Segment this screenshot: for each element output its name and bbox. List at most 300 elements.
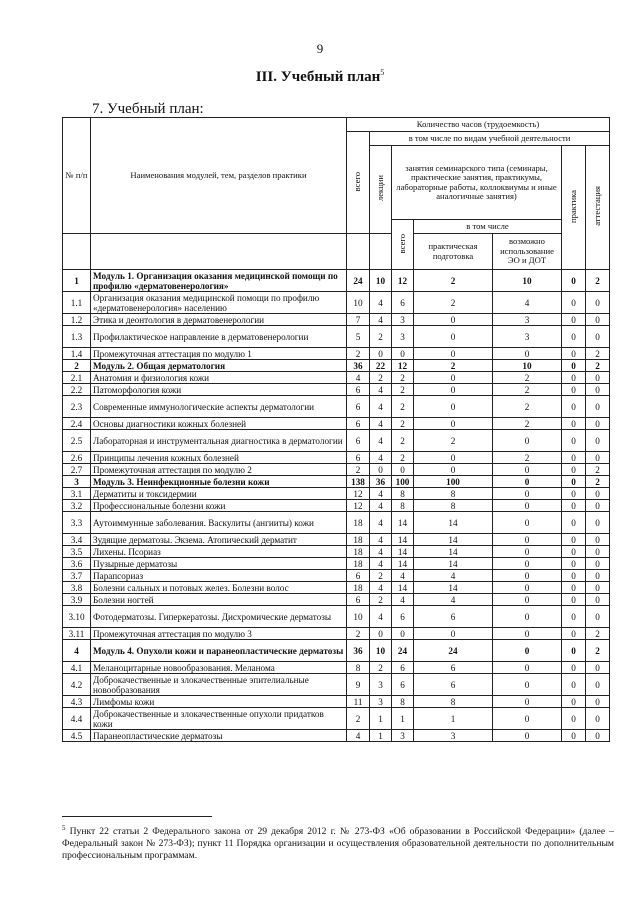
cell-practice: 0 bbox=[562, 696, 586, 708]
cell-lectures: 2 bbox=[370, 326, 392, 348]
cell-lectures: 3 bbox=[370, 674, 392, 696]
cell-seminars: 2 bbox=[392, 430, 414, 452]
table-row bbox=[63, 594, 610, 606]
section-title bbox=[0, 68, 640, 86]
cell-practice: 0 bbox=[562, 558, 586, 570]
header-blank-4 bbox=[370, 234, 392, 270]
cell-eo-dot: 2 bbox=[493, 372, 562, 384]
table-row bbox=[63, 452, 610, 464]
cell-lectures: 36 bbox=[370, 476, 392, 488]
cell-num: 2 bbox=[63, 360, 91, 372]
cell-total: 24 bbox=[347, 270, 370, 292]
footnote-mark: 5 bbox=[62, 824, 66, 832]
cell-name: Модуль 2. Общая дерматология bbox=[91, 360, 347, 372]
cell-lectures: 0 bbox=[370, 464, 392, 476]
cell-lectures: 1 bbox=[370, 730, 392, 742]
cell-name: Принципы лечения кожных болезней bbox=[91, 452, 347, 464]
cell-lectures: 4 bbox=[370, 430, 392, 452]
table-row bbox=[63, 396, 610, 418]
cell-practical-prep: 0 bbox=[414, 452, 493, 464]
table-row bbox=[63, 558, 610, 570]
table-row bbox=[63, 430, 610, 452]
cell-practice: 0 bbox=[562, 570, 586, 582]
cell-practical-prep: 4 bbox=[414, 594, 493, 606]
cell-attestation: 0 bbox=[586, 594, 610, 606]
cell-attestation: 0 bbox=[586, 674, 610, 696]
cell-practice: 0 bbox=[562, 292, 586, 314]
cell-num: 1.3 bbox=[63, 326, 91, 348]
cell-practice: 0 bbox=[562, 372, 586, 384]
cell-seminars: 4 bbox=[392, 594, 414, 606]
cell-seminars: 2 bbox=[392, 396, 414, 418]
cell-name: Доброкачественные и злокачественные эпителиальные новообразования bbox=[91, 674, 347, 696]
cell-attestation: 0 bbox=[586, 534, 610, 546]
cell-eo-dot: 0 bbox=[493, 570, 562, 582]
cell-attestation: 2 bbox=[586, 476, 610, 488]
cell-total: 9 bbox=[347, 674, 370, 696]
cell-lectures: 4 bbox=[370, 452, 392, 464]
cell-practical-prep: 8 bbox=[414, 696, 493, 708]
cell-eo-dot: 0 bbox=[493, 594, 562, 606]
cell-total: 6 bbox=[347, 594, 370, 606]
cell-practical-prep: 6 bbox=[414, 606, 493, 628]
cell-attestation: 0 bbox=[586, 730, 610, 742]
cell-seminars: 8 bbox=[392, 500, 414, 512]
cell-practical-prep: 2 bbox=[414, 270, 493, 292]
cell-attestation: 0 bbox=[586, 372, 610, 384]
cell-practice: 0 bbox=[562, 384, 586, 396]
cell-attestation: 0 bbox=[586, 662, 610, 674]
cell-lectures: 4 bbox=[370, 512, 392, 534]
cell-num: 3.10 bbox=[63, 606, 91, 628]
cell-lectures: 0 bbox=[370, 348, 392, 360]
cell-seminars: 6 bbox=[392, 606, 414, 628]
cell-name: Лихены. Псориаз bbox=[91, 546, 347, 558]
cell-lectures: 4 bbox=[370, 314, 392, 326]
cell-num: 3 bbox=[63, 476, 91, 488]
cell-total: 12 bbox=[347, 500, 370, 512]
cell-total: 36 bbox=[347, 360, 370, 372]
cell-practical-prep: 0 bbox=[414, 314, 493, 326]
header-sem-total-label: всего bbox=[396, 233, 407, 253]
cell-name: Патоморфология кожи bbox=[91, 384, 347, 396]
cell-num: 4.5 bbox=[63, 730, 91, 742]
cell-eo-dot: 4 bbox=[493, 292, 562, 314]
cell-lectures: 4 bbox=[370, 558, 392, 570]
header-practice bbox=[562, 146, 586, 270]
cell-attestation: 2 bbox=[586, 360, 610, 372]
header-num: № п/п bbox=[63, 118, 91, 234]
cell-lectures: 4 bbox=[370, 418, 392, 430]
header-blank-3 bbox=[347, 234, 370, 270]
cell-num: 4 bbox=[63, 640, 91, 662]
cell-num: 2.1 bbox=[63, 372, 91, 384]
cell-total: 6 bbox=[347, 430, 370, 452]
cell-name: Лимфомы кожи bbox=[91, 696, 347, 708]
cell-practice: 0 bbox=[562, 314, 586, 326]
cell-eo-dot: 0 bbox=[493, 662, 562, 674]
cell-practice: 0 bbox=[562, 534, 586, 546]
cell-seminars: 4 bbox=[392, 570, 414, 582]
cell-total: 18 bbox=[347, 512, 370, 534]
cell-attestation: 0 bbox=[586, 558, 610, 570]
cell-attestation: 0 bbox=[586, 546, 610, 558]
header-blank-2 bbox=[91, 234, 347, 270]
cell-attestation: 0 bbox=[586, 606, 610, 628]
cell-eo-dot: 0 bbox=[493, 476, 562, 488]
cell-attestation: 0 bbox=[586, 418, 610, 430]
cell-attestation: 0 bbox=[586, 488, 610, 500]
cell-eo-dot: 2 bbox=[493, 396, 562, 418]
cell-num: 3.9 bbox=[63, 594, 91, 606]
cell-lectures: 4 bbox=[370, 534, 392, 546]
cell-seminars: 2 bbox=[392, 452, 414, 464]
cell-eo-dot: 0 bbox=[493, 534, 562, 546]
curriculum-table bbox=[62, 117, 610, 742]
cell-total: 12 bbox=[347, 488, 370, 500]
header-seminars: занятия семинарского типа (семинары, практические занятия, практикумы, лабораторные работы, коллоквиумы и иные аналогичные занятия) bbox=[392, 146, 562, 220]
cell-seminars: 0 bbox=[392, 348, 414, 360]
cell-attestation: 0 bbox=[586, 326, 610, 348]
module-row bbox=[63, 640, 610, 662]
cell-num: 1.4 bbox=[63, 348, 91, 360]
table-row bbox=[63, 708, 610, 730]
cell-total: 11 bbox=[347, 696, 370, 708]
cell-attestation: 0 bbox=[586, 708, 610, 730]
cell-num: 3.1 bbox=[63, 488, 91, 500]
cell-practice: 0 bbox=[562, 360, 586, 372]
cell-practice: 0 bbox=[562, 606, 586, 628]
cell-eo-dot: 3 bbox=[493, 326, 562, 348]
cell-seminars: 0 bbox=[392, 464, 414, 476]
cell-eo-dot: 0 bbox=[493, 674, 562, 696]
cell-lectures: 4 bbox=[370, 488, 392, 500]
cell-practice: 0 bbox=[562, 674, 586, 696]
header-lectures-label: лекции bbox=[374, 175, 385, 202]
table-row bbox=[63, 512, 610, 534]
header-practical-prep: практическая подготовка bbox=[414, 234, 493, 270]
section-title-text: III. Учебный план bbox=[255, 69, 381, 85]
cell-eo-dot: 0 bbox=[493, 512, 562, 534]
cell-eo-dot: 10 bbox=[493, 360, 562, 372]
cell-num: 3.5 bbox=[63, 546, 91, 558]
cell-attestation: 0 bbox=[586, 384, 610, 396]
cell-practical-prep: 24 bbox=[414, 640, 493, 662]
header-name: Наименования модулей, тем, разделов практики bbox=[91, 118, 347, 234]
cell-attestation: 0 bbox=[586, 430, 610, 452]
cell-practice: 0 bbox=[562, 546, 586, 558]
cell-num: 3.7 bbox=[63, 570, 91, 582]
cell-lectures: 4 bbox=[370, 292, 392, 314]
cell-lectures: 4 bbox=[370, 582, 392, 594]
cell-eo-dot: 0 bbox=[493, 696, 562, 708]
cell-seminars: 14 bbox=[392, 558, 414, 570]
cell-seminars: 2 bbox=[392, 372, 414, 384]
cell-seminars: 3 bbox=[392, 730, 414, 742]
cell-seminars: 2 bbox=[392, 418, 414, 430]
cell-practice: 0 bbox=[562, 476, 586, 488]
cell-num: 4.1 bbox=[63, 662, 91, 674]
table-row bbox=[63, 534, 610, 546]
cell-practice: 0 bbox=[562, 464, 586, 476]
cell-name: Дерматиты и токсидермии bbox=[91, 488, 347, 500]
cell-practice: 0 bbox=[562, 628, 586, 640]
table-row bbox=[63, 314, 610, 326]
cell-practical-prep: 3 bbox=[414, 730, 493, 742]
cell-name: Меланоцитарные новообразования. Меланома bbox=[91, 662, 347, 674]
cell-practice: 0 bbox=[562, 582, 586, 594]
cell-practice: 0 bbox=[562, 708, 586, 730]
cell-name: Аутоиммунные заболевания. Васкулиты (ангииты) кожи bbox=[91, 512, 347, 534]
cell-lectures: 2 bbox=[370, 662, 392, 674]
cell-attestation: 2 bbox=[586, 348, 610, 360]
footnote-ref: 5 bbox=[380, 68, 385, 77]
cell-seminars: 3 bbox=[392, 326, 414, 348]
cell-total: 18 bbox=[347, 558, 370, 570]
curriculum-table-body bbox=[63, 270, 610, 742]
cell-attestation: 0 bbox=[586, 452, 610, 464]
cell-practical-prep: 1 bbox=[414, 708, 493, 730]
cell-seminars: 24 bbox=[392, 640, 414, 662]
table-row bbox=[63, 570, 610, 582]
table-row bbox=[63, 730, 610, 742]
cell-lectures: 3 bbox=[370, 696, 392, 708]
cell-lectures: 4 bbox=[370, 396, 392, 418]
table-row bbox=[63, 292, 610, 314]
cell-seminars: 8 bbox=[392, 488, 414, 500]
cell-name: Модуль 1. Организация оказания медицинской помощи по профилю «дерматовенерология» bbox=[91, 270, 347, 292]
cell-practice: 0 bbox=[562, 270, 586, 292]
cell-lectures: 0 bbox=[370, 628, 392, 640]
cell-seminars: 0 bbox=[392, 628, 414, 640]
cell-name: Промежуточная аттестация по модулю 2 bbox=[91, 464, 347, 476]
cell-name: Профилактическое направление в дерматовенерологии bbox=[91, 326, 347, 348]
cell-total: 6 bbox=[347, 452, 370, 464]
cell-name: Промежуточная аттестация по модулю 1 bbox=[91, 348, 347, 360]
cell-lectures: 4 bbox=[370, 384, 392, 396]
cell-seminars: 6 bbox=[392, 674, 414, 696]
cell-attestation: 0 bbox=[586, 582, 610, 594]
cell-seminars: 6 bbox=[392, 292, 414, 314]
cell-practical-prep: 0 bbox=[414, 396, 493, 418]
header-attestation-label: аттестация bbox=[591, 186, 602, 227]
cell-total: 10 bbox=[347, 606, 370, 628]
table-row bbox=[63, 662, 610, 674]
cell-total: 4 bbox=[347, 730, 370, 742]
cell-practical-prep: 2 bbox=[414, 292, 493, 314]
cell-seminars: 8 bbox=[392, 696, 414, 708]
cell-total: 18 bbox=[347, 546, 370, 558]
table-row bbox=[63, 348, 610, 360]
cell-eo-dot: 0 bbox=[493, 730, 562, 742]
header-lectures bbox=[370, 146, 392, 234]
cell-eo-dot: 2 bbox=[493, 384, 562, 396]
module-row bbox=[63, 476, 610, 488]
cell-name: Доброкачественные и злокачественные опухоли придатков кожи bbox=[91, 708, 347, 730]
cell-eo-dot: 0 bbox=[493, 430, 562, 452]
cell-practical-prep: 0 bbox=[414, 464, 493, 476]
cell-practical-prep: 14 bbox=[414, 582, 493, 594]
cell-lectures: 4 bbox=[370, 500, 392, 512]
cell-lectures: 1 bbox=[370, 708, 392, 730]
cell-practical-prep: 14 bbox=[414, 512, 493, 534]
cell-practical-prep: 2 bbox=[414, 430, 493, 452]
cell-total: 2 bbox=[347, 348, 370, 360]
cell-name: Организация оказания медицинской помощи по профилю «дерматовенерология» населению bbox=[91, 292, 347, 314]
table-row bbox=[63, 326, 610, 348]
cell-lectures: 10 bbox=[370, 270, 392, 292]
cell-num: 3.2 bbox=[63, 500, 91, 512]
cell-total: 6 bbox=[347, 384, 370, 396]
cell-attestation: 0 bbox=[586, 314, 610, 326]
table-row bbox=[63, 546, 610, 558]
cell-practice: 0 bbox=[562, 662, 586, 674]
cell-eo-dot: 10 bbox=[493, 270, 562, 292]
cell-attestation: 2 bbox=[586, 464, 610, 476]
cell-eo-dot: 0 bbox=[493, 628, 562, 640]
cell-name: Модуль 4. Опухоли кожи и паранеопластические дерматозы bbox=[91, 640, 347, 662]
table-row bbox=[63, 696, 610, 708]
cell-eo-dot: 0 bbox=[493, 558, 562, 570]
header-practice-label: практика bbox=[567, 189, 578, 223]
cell-seminars: 100 bbox=[392, 476, 414, 488]
cell-lectures: 4 bbox=[370, 606, 392, 628]
cell-eo-dot: 0 bbox=[493, 488, 562, 500]
cell-eo-dot: 0 bbox=[493, 708, 562, 730]
cell-practical-prep: 2 bbox=[414, 360, 493, 372]
header-hours-total: Количество часов (трудоемкость) bbox=[347, 118, 610, 132]
cell-name: Лабораторная и инструментальная диагностика в дерматологии bbox=[91, 430, 347, 452]
cell-practical-prep: 0 bbox=[414, 326, 493, 348]
cell-total: 6 bbox=[347, 418, 370, 430]
header-total bbox=[347, 132, 370, 234]
footnote-text: Пункт 22 статьи 2 Федерального закона от 29 декабря 2012 г. № 273-ФЗ «Об образовании в Российской Федерации» (далее – Федеральный закон № 273-ФЗ); пункт 11 Порядка организации и осуществления образовательной деятельности по дополнительным профессиональным программам. bbox=[62, 826, 614, 862]
cell-practice: 0 bbox=[562, 396, 586, 418]
cell-total: 18 bbox=[347, 582, 370, 594]
cell-practical-prep: 0 bbox=[414, 418, 493, 430]
footnote bbox=[62, 822, 614, 862]
cell-seminars: 12 bbox=[392, 270, 414, 292]
cell-attestation: 0 bbox=[586, 512, 610, 534]
cell-num: 2.5 bbox=[63, 430, 91, 452]
cell-num: 2.4 bbox=[63, 418, 91, 430]
cell-total: 6 bbox=[347, 570, 370, 582]
cell-seminars: 14 bbox=[392, 582, 414, 594]
cell-name: Болезни ногтей bbox=[91, 594, 347, 606]
cell-lectures: 22 bbox=[370, 360, 392, 372]
cell-lectures: 4 bbox=[370, 546, 392, 558]
cell-practical-prep: 8 bbox=[414, 488, 493, 500]
footnote-divider bbox=[62, 816, 212, 817]
cell-seminars: 3 bbox=[392, 314, 414, 326]
table-row bbox=[63, 464, 610, 476]
cell-total: 10 bbox=[347, 292, 370, 314]
cell-seminars: 12 bbox=[392, 360, 414, 372]
cell-num: 3.4 bbox=[63, 534, 91, 546]
header-total-label: всего bbox=[352, 171, 363, 191]
cell-total: 2 bbox=[347, 708, 370, 730]
cell-num: 2.6 bbox=[63, 452, 91, 464]
cell-num: 3.6 bbox=[63, 558, 91, 570]
cell-practice: 0 bbox=[562, 430, 586, 452]
cell-num: 2.2 bbox=[63, 384, 91, 396]
cell-practical-prep: 14 bbox=[414, 558, 493, 570]
cell-lectures: 10 bbox=[370, 640, 392, 662]
cell-total: 18 bbox=[347, 534, 370, 546]
cell-practical-prep: 0 bbox=[414, 628, 493, 640]
cell-num: 4.3 bbox=[63, 696, 91, 708]
cell-num: 3.11 bbox=[63, 628, 91, 640]
cell-practice: 0 bbox=[562, 418, 586, 430]
cell-eo-dot: 0 bbox=[493, 348, 562, 360]
cell-eo-dot: 0 bbox=[493, 582, 562, 594]
cell-eo-dot: 2 bbox=[493, 452, 562, 464]
cell-practice: 0 bbox=[562, 640, 586, 662]
table-row bbox=[63, 384, 610, 396]
cell-name: Этика и деонтология в дерматовенерологии bbox=[91, 314, 347, 326]
cell-attestation: 0 bbox=[586, 396, 610, 418]
cell-practical-prep: 0 bbox=[414, 384, 493, 396]
cell-name: Пузырные дерматозы bbox=[91, 558, 347, 570]
cell-eo-dot: 0 bbox=[493, 500, 562, 512]
cell-name: Модуль 3. Неинфекционные болезни кожи bbox=[91, 476, 347, 488]
cell-eo-dot: 0 bbox=[493, 546, 562, 558]
cell-practice: 0 bbox=[562, 500, 586, 512]
cell-practical-prep: 6 bbox=[414, 674, 493, 696]
cell-name: Болезни сальных и потовых желез. Болезни волос bbox=[91, 582, 347, 594]
cell-practical-prep: 0 bbox=[414, 372, 493, 384]
header-incl: в том числе bbox=[414, 220, 562, 234]
table-row bbox=[63, 500, 610, 512]
cell-total: 138 bbox=[347, 476, 370, 488]
cell-lectures: 2 bbox=[370, 570, 392, 582]
header-blank-1 bbox=[63, 234, 91, 270]
cell-total: 36 bbox=[347, 640, 370, 662]
cell-practical-prep: 100 bbox=[414, 476, 493, 488]
cell-total: 6 bbox=[347, 396, 370, 418]
cell-total: 8 bbox=[347, 662, 370, 674]
cell-name: Зудящие дерматозы. Экзема. Атопический дерматит bbox=[91, 534, 347, 546]
cell-seminars: 14 bbox=[392, 534, 414, 546]
cell-practice: 0 bbox=[562, 594, 586, 606]
table-row bbox=[63, 488, 610, 500]
cell-total: 5 bbox=[347, 326, 370, 348]
table-row bbox=[63, 674, 610, 696]
cell-name: Парапсориаз bbox=[91, 570, 347, 582]
cell-practical-prep: 14 bbox=[414, 546, 493, 558]
table-row bbox=[63, 418, 610, 430]
cell-attestation: 2 bbox=[586, 640, 610, 662]
cell-seminars: 14 bbox=[392, 546, 414, 558]
cell-practical-prep: 4 bbox=[414, 570, 493, 582]
cell-attestation: 0 bbox=[586, 292, 610, 314]
plan-heading: 7. Учебный план: bbox=[92, 101, 204, 117]
cell-lectures: 2 bbox=[370, 594, 392, 606]
cell-name: Профессиональные болезни кожи bbox=[91, 500, 347, 512]
cell-practice: 0 bbox=[562, 730, 586, 742]
cell-practice: 0 bbox=[562, 452, 586, 464]
cell-practice: 0 bbox=[562, 326, 586, 348]
cell-lectures: 2 bbox=[370, 372, 392, 384]
cell-practice: 0 bbox=[562, 512, 586, 534]
header-sem-total bbox=[392, 220, 414, 270]
cell-num: 3.3 bbox=[63, 512, 91, 534]
cell-num: 4.2 bbox=[63, 674, 91, 696]
cell-attestation: 2 bbox=[586, 628, 610, 640]
cell-num: 2.7 bbox=[63, 464, 91, 476]
cell-attestation: 0 bbox=[586, 696, 610, 708]
cell-practice: 0 bbox=[562, 348, 586, 360]
